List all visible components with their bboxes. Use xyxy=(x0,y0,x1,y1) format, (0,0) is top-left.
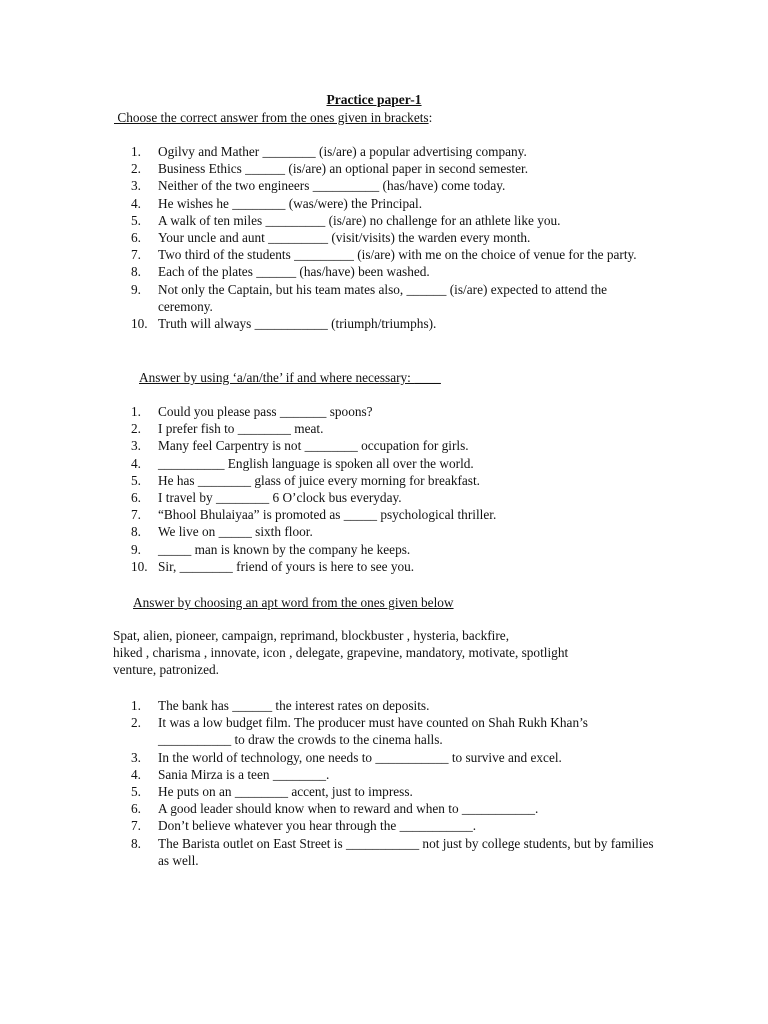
question-text: I prefer fish to ________ meat. xyxy=(158,421,324,437)
page-title xyxy=(0,91,748,108)
question-number: 5. xyxy=(131,212,141,228)
question-item xyxy=(131,177,661,194)
question-number: 5. xyxy=(131,472,141,488)
section3-question-list xyxy=(131,697,656,869)
question-text: Truth will always ___________ (triumph/triumphs). xyxy=(158,316,437,332)
question-number: 4. xyxy=(131,766,141,782)
question-number: 9. xyxy=(131,281,141,297)
question-text: The bank has ______ the interest rates on deposits. xyxy=(158,698,430,713)
section1-instruction-colon: : xyxy=(428,110,433,125)
question-item xyxy=(131,403,661,420)
question-text: I travel by ________ 6 O’clock bus everyday. xyxy=(158,490,402,506)
question-item xyxy=(131,800,656,817)
word-bank xyxy=(113,627,658,679)
question-text: Many feel Carpentry is not ________ occupation for girls. xyxy=(158,438,469,454)
question-text: Neither of the two engineers __________ (has/have) come today. xyxy=(158,178,506,194)
question-number: 2. xyxy=(131,421,141,437)
question-text: We live on _____ sixth floor. xyxy=(158,524,313,540)
question-text: A good leader should know when to reward and when to ___________. xyxy=(158,801,539,817)
question-text: He wishes he ________ (was/were) the Principal. xyxy=(158,195,423,211)
question-number: 2. xyxy=(131,715,141,731)
question-number: 6. xyxy=(131,230,141,246)
question-text: Could you please pass _______ spoons? xyxy=(158,404,373,419)
question-text: It was a low budget film. The producer must have counted on Shah Rukh Khan’s ___________ to draw the crowds to the cinema halls. xyxy=(158,715,588,748)
question-item xyxy=(131,455,661,472)
question-item xyxy=(131,783,656,800)
question-item xyxy=(131,766,656,783)
question-text: __________ English language is spoken all over the world. xyxy=(158,455,474,471)
question-item xyxy=(131,437,661,454)
question-item xyxy=(131,558,661,575)
word-bank-line: hiked , charisma , innovate, icon , delegate, grapevine, mandatory, motivate, spotlight xyxy=(113,645,569,661)
question-text: Your uncle and aunt _________ (visit/visits) the warden every month. xyxy=(158,230,531,246)
question-text: Not only the Captain, but his team mates also, ______ (is/are) expected to attend the ceremony. xyxy=(158,281,608,314)
section2-instruction xyxy=(139,369,441,386)
question-text: Each of the plates ______ (has/have) been washed. xyxy=(158,264,430,280)
page-title-text: Practice paper-1 xyxy=(326,92,422,107)
question-text: Sir, ________ friend of yours is here to see you. xyxy=(158,558,415,574)
question-item xyxy=(131,143,661,160)
question-text: Ogilvy and Mather ________ (is/are) a popular advertising company. xyxy=(158,144,527,159)
question-number: 4. xyxy=(131,455,141,471)
question-item xyxy=(131,523,661,540)
question-number: 7. xyxy=(131,818,141,834)
question-text: “Bhool Bhulaiyaa” is promoted as _____ psychological thriller. xyxy=(158,507,497,523)
section3-instruction xyxy=(133,594,454,611)
section2-instruction-text: Answer by using ‘a/an/the’ if and where necessary: xyxy=(139,370,415,385)
question-number: 3. xyxy=(131,438,141,454)
question-number: 6. xyxy=(131,801,141,817)
question-number: 8. xyxy=(131,264,141,280)
question-number: 3. xyxy=(131,749,141,765)
question-text: He has ________ glass of juice every morning for breakfast. xyxy=(158,472,480,488)
question-item xyxy=(131,472,661,489)
question-text: In the world of technology, one needs to ___________ to survive and excel. xyxy=(158,749,562,765)
section1-instruction-text: Choose the correct answer from the ones given in brackets xyxy=(114,110,429,125)
section2-question-list xyxy=(131,403,661,575)
question-item xyxy=(131,749,656,766)
question-item xyxy=(131,506,661,523)
question-item xyxy=(131,195,661,212)
question-number: 7. xyxy=(131,247,141,263)
question-item xyxy=(131,541,661,558)
question-text: Two third of the students _________ (is/are) with me on the choice of venue for the party. xyxy=(158,247,637,263)
question-number: 8. xyxy=(131,835,141,851)
question-number: 2. xyxy=(131,161,141,177)
question-item xyxy=(131,817,656,834)
question-item xyxy=(131,281,661,315)
question-text: A walk of ten miles _________ (is/are) no challenge for an athlete like you. xyxy=(158,212,561,228)
question-number: 10. xyxy=(131,558,148,574)
question-item xyxy=(131,420,661,437)
question-number: 8. xyxy=(131,524,141,540)
question-text: Sania Mirza is a teen ________. xyxy=(158,766,330,782)
question-number: 9. xyxy=(131,541,141,557)
question-text: Business Ethics ______ (is/are) an optional paper in second semester. xyxy=(158,161,529,177)
question-item xyxy=(131,489,661,506)
question-number: 7. xyxy=(131,507,141,523)
question-item xyxy=(131,835,656,869)
question-text: The Barista outlet on East Street is ___________ not just by college students, but by families as well. xyxy=(158,835,654,868)
question-item xyxy=(131,714,656,748)
question-number: 10. xyxy=(131,316,148,332)
question-item xyxy=(131,212,661,229)
question-item xyxy=(131,263,661,280)
section1-question-list xyxy=(131,143,661,332)
question-text: Don’t believe whatever you hear through the ___________. xyxy=(158,818,477,834)
question-number: 6. xyxy=(131,490,141,506)
question-number: 5. xyxy=(131,784,141,800)
question-number: 1. xyxy=(131,698,141,713)
question-item xyxy=(131,160,661,177)
word-bank-line: venture, patronized. xyxy=(113,662,219,678)
word-bank-line: Spat, alien, pioneer, campaign, reprimand, blockbuster , hysteria, backfire, xyxy=(113,628,510,643)
question-item xyxy=(131,229,661,246)
question-item xyxy=(131,315,661,332)
question-text: _____ man is known by the company he keeps. xyxy=(158,541,411,557)
question-item xyxy=(131,246,661,263)
question-number: 1. xyxy=(131,144,141,159)
question-number: 1. xyxy=(131,404,141,419)
section1-instruction xyxy=(114,109,432,126)
section3-instruction-text: Answer by choosing an apt word from the ones given below xyxy=(133,595,454,610)
question-number: 3. xyxy=(131,178,141,194)
question-item xyxy=(131,697,656,714)
question-number: 4. xyxy=(131,195,141,211)
question-text: He puts on an ________ accent, just to impress. xyxy=(158,784,413,800)
section2-instruction-tail: ____ xyxy=(414,370,441,385)
